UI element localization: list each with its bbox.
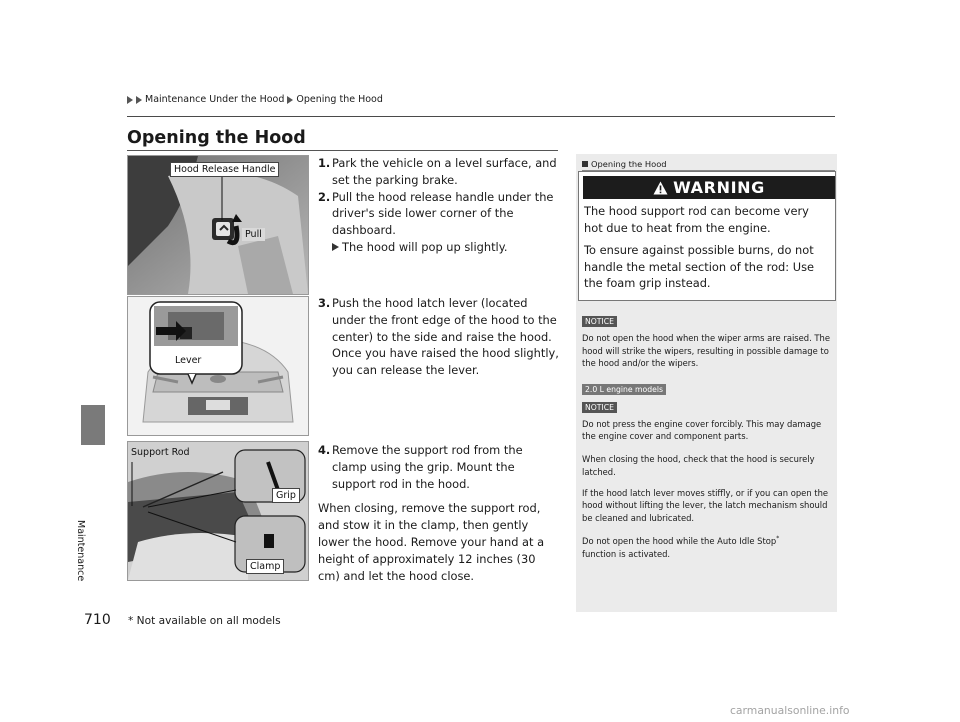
sidebar-notes — [582, 453, 832, 560]
figure-support-rod — [127, 441, 309, 581]
sidebar-header-text: Opening the Hood — [591, 159, 667, 169]
result-arrow-icon — [332, 243, 339, 251]
step-text: Park the vehicle on a level surface, and set the parking brake. — [332, 156, 557, 187]
note-3 — [582, 533, 832, 560]
step-number: 3. — [318, 296, 331, 310]
notice-badge: NOTICE — [582, 402, 617, 413]
step-4 — [318, 442, 560, 492]
step-number: 1. — [318, 156, 331, 170]
warning-text — [584, 203, 830, 292]
steps-group-1 — [318, 155, 560, 256]
figure-hood-release — [127, 155, 309, 295]
page-number: 710 — [84, 612, 111, 628]
car-front-illustration — [128, 297, 308, 435]
breadcrumb-arrow-icon — [287, 96, 293, 104]
step-number: 4. — [318, 443, 331, 457]
step-1 — [318, 155, 560, 189]
breadcrumb-section[interactable]: Maintenance Under the Hood — [145, 94, 285, 105]
engine-model-badge: 2.0 L engine models — [582, 384, 666, 395]
step-number: 2. — [318, 189, 331, 204]
page-title: Opening the Hood — [127, 128, 306, 148]
result-text: The hood will pop up slightly. — [342, 239, 508, 254]
label-pull: Pull — [242, 228, 265, 241]
warning-banner — [583, 176, 835, 199]
watermark: carmanualsonline.info — [730, 704, 850, 717]
footnote: * Not available on all models — [128, 615, 281, 627]
steps-group-3 — [318, 442, 560, 584]
breadcrumb — [127, 94, 383, 105]
notice-2-text: Do not press the engine cover forcibly. This may damage the engine cover and component parts. — [582, 418, 822, 442]
step-text: Pull the hood release handle under the driver's side lower corner of the dashboard. — [332, 189, 554, 238]
label-clamp: Clamp — [246, 559, 284, 574]
warning-triangle-icon — [653, 181, 668, 195]
closing-paragraph: When closing, remove the support rod, and stow it in the clamp, then gently lower the hood. Remove your hand at a height of approximately 12 inches (30 cm) and let the hood close. — [318, 501, 545, 583]
note-3-text-cont: function is activated. — [582, 548, 671, 559]
section-tab-label: Maintenance — [75, 520, 86, 582]
footnote-star: * — [776, 534, 780, 542]
figure-hood-latch — [127, 296, 309, 436]
breadcrumb-arrow-icon — [136, 96, 142, 104]
step-2-result — [318, 239, 560, 256]
section-tab-marker — [81, 405, 105, 445]
warning-title: WARNING — [673, 178, 765, 197]
notice-badge: NOTICE — [582, 316, 617, 327]
note-2: If the hood latch lever moves stiffly, or if you can open the hood without lifting the lever, the latch mechanism should be cleaned and lubricated. — [582, 487, 829, 524]
steps-group-2 — [318, 295, 560, 379]
label-hood-release-handle: Hood Release Handle — [170, 162, 279, 177]
header-divider — [127, 116, 835, 117]
label-lever: Lever — [175, 355, 202, 366]
title-divider — [127, 150, 558, 151]
breadcrumb-arrow-icon — [127, 96, 133, 104]
breadcrumb-topic[interactable]: Opening the Hood — [296, 94, 383, 105]
note-3-text: Do not open the hood while the Auto Idle Stop — [582, 535, 777, 546]
step-3 — [318, 295, 560, 379]
notice-1 — [582, 315, 832, 370]
reference-marker-icon — [582, 161, 588, 167]
step-text: Push the hood latch lever (located under the front edge of the hood to the center) to the side and raise the hood. Once you have raised the hood slightly, you can release the lever. — [332, 296, 559, 378]
step-text: Remove the support rod from the clamp using the grip. Mount the support rod in the hood. — [332, 443, 523, 491]
label-support-rod: Support Rod — [131, 447, 190, 458]
warning-paragraph-2: To ensure against possible burns, do not handle the metal section of the rod: Use the foam grip instead. — [584, 243, 815, 291]
step-2 — [318, 189, 560, 239]
note-1: When closing the hood, check that the hood is securely latched. — [582, 454, 815, 477]
notice-2 — [582, 383, 832, 443]
label-grip: Grip — [272, 488, 300, 503]
warning-paragraph-1: The hood support rod can become very hot due to heat from the engine. — [584, 204, 809, 235]
notice-1-text: Do not open the hood when the wiper arms are raised. The hood will strike the wipers, resulting in possible damage to the hood and/or the wipers. — [582, 332, 831, 369]
sidebar-header — [582, 159, 667, 169]
